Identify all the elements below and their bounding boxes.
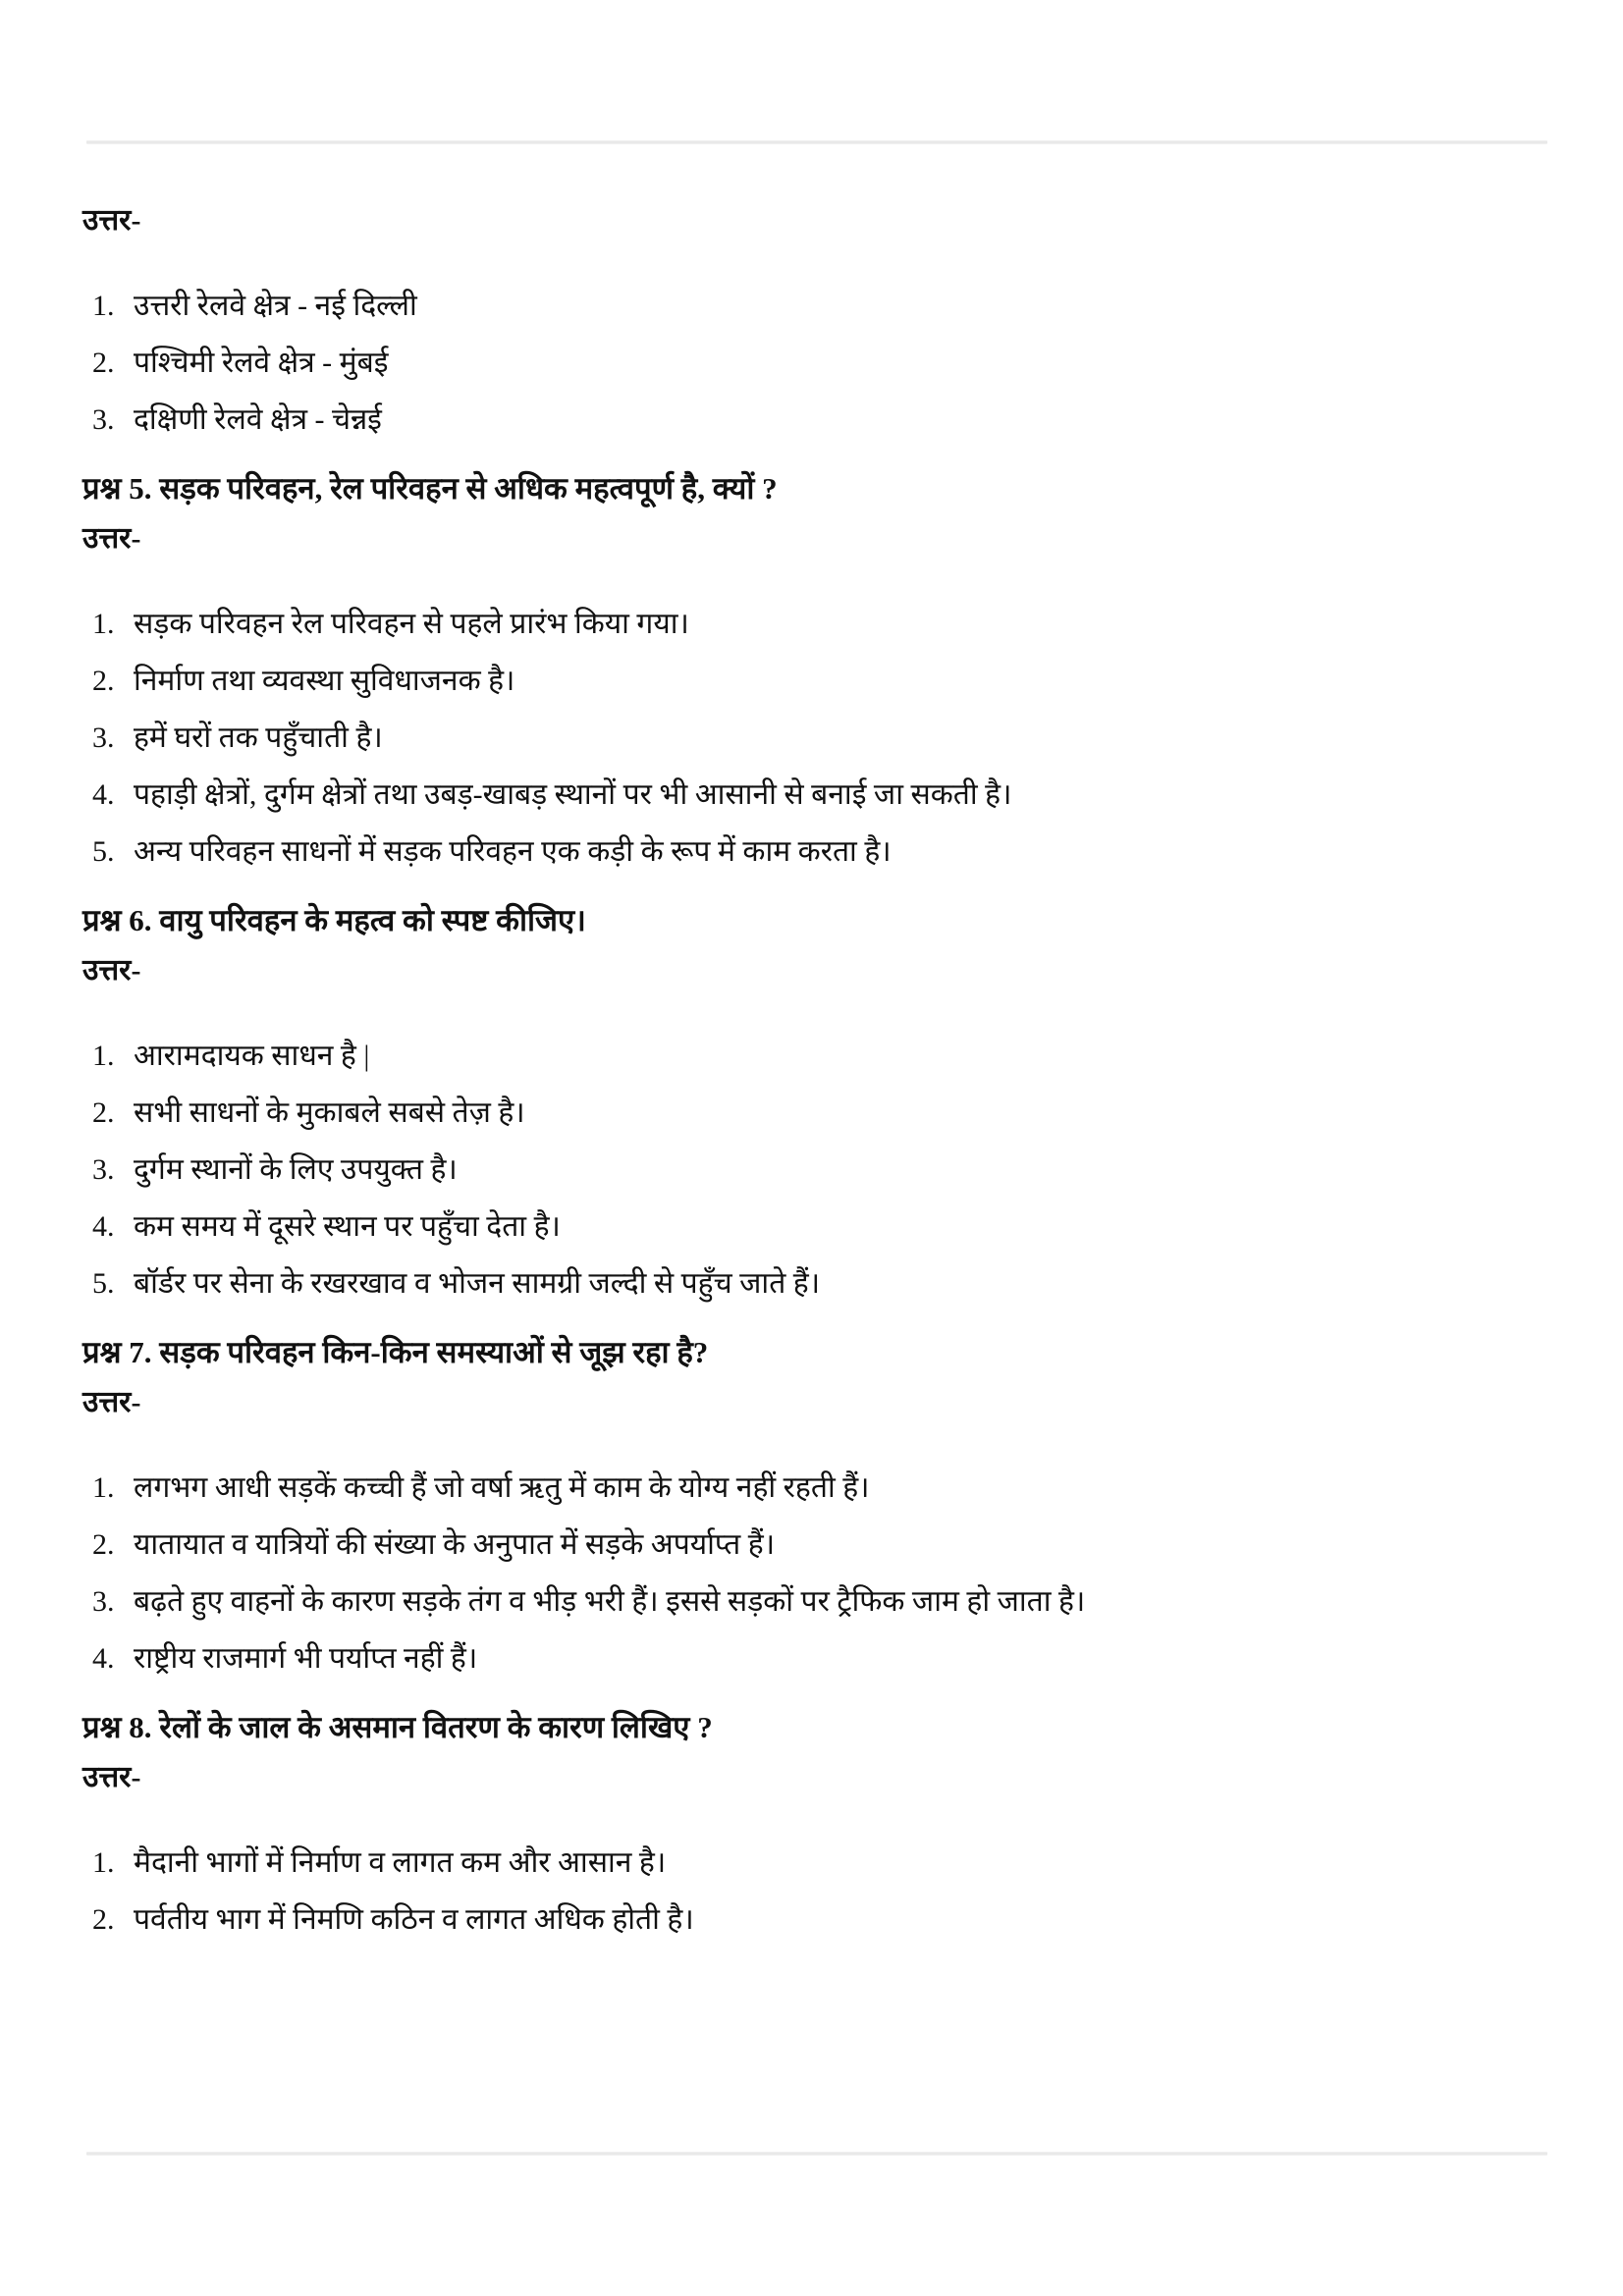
list-text: आरामदायक साधन है | [134, 1040, 370, 1072]
list-text: दुर्गम स्थानों के लिए उपयुक्त है। [134, 1153, 458, 1186]
list-item [82, 1085, 1536, 1142]
list-number: 3. [92, 1585, 115, 1618]
list-text: पहाड़ी क्षेत्रों, दुर्गम क्षेत्रों तथा उबड़-खाबड़ स्थानों पर भी आसानी से बनाई जा सकती है। [134, 778, 1012, 811]
list-number: 4. [92, 1642, 115, 1675]
list-number: 1. [92, 608, 115, 640]
list-item [82, 767, 1536, 824]
question-5 [82, 468, 1536, 881]
list-item [82, 710, 1536, 767]
list-number: 4. [92, 778, 115, 811]
question-8 [82, 1707, 1536, 1949]
list-item [82, 1517, 1536, 1574]
answer-list [82, 1028, 1536, 1312]
list-text: लगभग आधी सड़कें कच्ची हैं जो वर्षा ऋतु में काम के योग्य नहीं रहती हैं। [134, 1471, 870, 1504]
question-title: प्रश्न 7. सड़क परिवहन किन-किन समस्याओं से जूझ रहा है? [82, 1335, 709, 1369]
list-item [82, 1835, 1536, 1892]
list-item [82, 1255, 1536, 1312]
question-title: प्रश्न 6. वायु परिवहन के महत्व को स्पष्ट कीजिए। [82, 903, 586, 937]
answer-label: उत्तर- [82, 954, 141, 987]
list-text: उत्तरी रेलवे क्षेत्र - नई दिल्ली [134, 290, 417, 322]
question-6 [82, 900, 1536, 1312]
question-title: प्रश्न 8. रेलों के जाल के असमान वितरण के कारण लिखिए ? [82, 1710, 713, 1744]
answer-list [82, 1460, 1536, 1687]
list-text: कम समय में दूसरे स्थान पर पहुँचा देता है। [134, 1210, 561, 1243]
list-item [82, 1199, 1536, 1255]
list-number: 1. [92, 1846, 115, 1879]
question-7 [82, 1332, 1536, 1687]
list-number: 1. [92, 1040, 115, 1072]
list-number: 2. [92, 1903, 115, 1936]
list-number: 2. [92, 347, 115, 379]
list-item [82, 335, 1536, 392]
list-item [82, 1892, 1536, 1949]
list-text: पश्चिमी रेलवे क्षेत्र - मुंबई [134, 347, 389, 379]
answer-list [82, 1835, 1536, 1949]
document-body [82, 201, 1536, 1949]
list-number: 2. [92, 1096, 115, 1129]
list-number: 4. [92, 1210, 115, 1243]
list-item [82, 653, 1536, 710]
list-item [82, 824, 1536, 881]
answer-list [82, 596, 1536, 881]
list-text: सभी साधनों के मुकाबले सबसे तेज़ है। [134, 1096, 525, 1129]
list-text: हमें घरों तक पहुँचाती है। [134, 721, 383, 754]
list-text: सड़क परिवहन रेल परिवहन से पहले प्रारंभ किया गया। [134, 608, 689, 640]
list-text: अन्य परिवहन साधनों में सड़क परिवहन एक कड़ी के रूप में काम करता है। [134, 835, 892, 868]
list-item [82, 1460, 1536, 1517]
list-item [82, 1574, 1536, 1630]
bottom-divider [86, 2152, 1547, 2156]
list-number: 2. [92, 665, 115, 697]
list-number: 1. [92, 1471, 115, 1504]
answer-label: उत्तर- [82, 1386, 141, 1418]
list-text: मैदानी भागों में निर्माण व लागत कम और आसान है। [134, 1846, 667, 1879]
list-item [82, 1142, 1536, 1199]
question-title: प्रश्न 5. सड़क परिवहन, रेल परिवहन से अधिक महत्वपूर्ण है, क्यों ? [82, 471, 778, 506]
answer-label: उत्तर- [82, 522, 141, 555]
list-item [82, 392, 1536, 449]
top-divider [86, 140, 1547, 144]
list-item [82, 278, 1536, 335]
list-text: पर्वतीय भाग में निमणि कठिन व लागत अधिक होती है। [134, 1903, 694, 1936]
list-number: 5. [92, 835, 115, 868]
list-text: यातायात व यात्रियों की संख्या के अनुपात में सड़के अपर्याप्त हैं। [134, 1528, 776, 1561]
list-item [82, 1028, 1536, 1085]
list-text: निर्माण तथा व्यवस्था सुविधाजनक है। [134, 665, 515, 697]
list-item [82, 1630, 1536, 1687]
answer-label: उत्तर- [82, 1761, 141, 1793]
list-item [82, 596, 1536, 653]
list-text: दक्षिणी रेलवे क्षेत्र - चेन्नई [134, 403, 382, 436]
list-number: 3. [92, 1153, 115, 1186]
answer-list [82, 278, 1536, 449]
list-number: 5. [92, 1267, 115, 1300]
list-number: 2. [92, 1528, 115, 1561]
list-text: बॉर्डर पर सेना के रखरखाव व भोजन सामग्री जल्दी से पहुँच जाते हैं। [134, 1267, 821, 1300]
list-text: राष्ट्रीय राजमार्ग भी पर्याप्त नहीं हैं। [134, 1642, 478, 1675]
answer-label: उत्तर- [82, 204, 141, 237]
list-number: 3. [92, 721, 115, 754]
list-number: 3. [92, 403, 115, 436]
answer-continuation [82, 201, 1536, 449]
list-text: बढ़ते हुए वाहनों के कारण सड़के तंग व भीड़ भरी हैं। इससे सड़कों पर ट्रैफिक जाम हो जाता है। [134, 1585, 1086, 1618]
list-number: 1. [92, 290, 115, 322]
